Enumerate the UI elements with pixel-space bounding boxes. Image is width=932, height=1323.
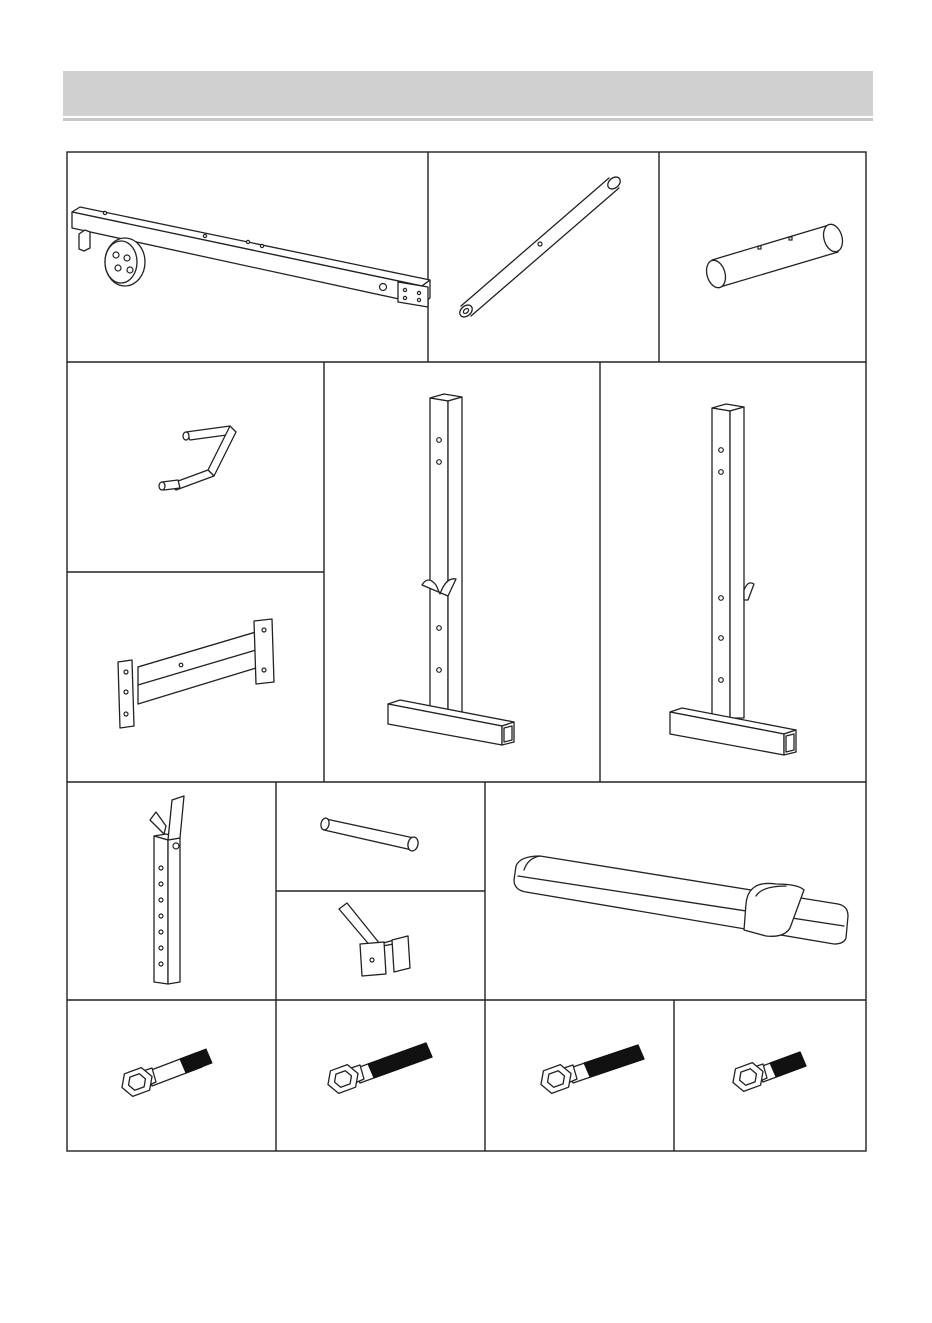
small-rod-icon <box>320 817 420 852</box>
upright-with-base-icon <box>670 404 796 755</box>
hex-bolt-long-icon <box>324 1043 432 1096</box>
v-bracket-icon <box>339 903 410 976</box>
hex-bolt-icon <box>118 1049 212 1099</box>
hex-bolt-short-icon <box>729 1052 806 1094</box>
frame-bar-with-pulley-icon <box>72 207 430 307</box>
short-tube-icon <box>703 222 845 290</box>
bench-pad-icon <box>514 856 848 944</box>
adjustable-post-icon <box>150 796 184 984</box>
bent-handle-icon <box>159 426 236 490</box>
upright-with-base-icon <box>388 394 514 745</box>
hex-bolt-long-icon <box>537 1045 644 1096</box>
cross-bar-with-plates-icon <box>118 619 274 728</box>
long-tube-icon <box>457 175 622 320</box>
